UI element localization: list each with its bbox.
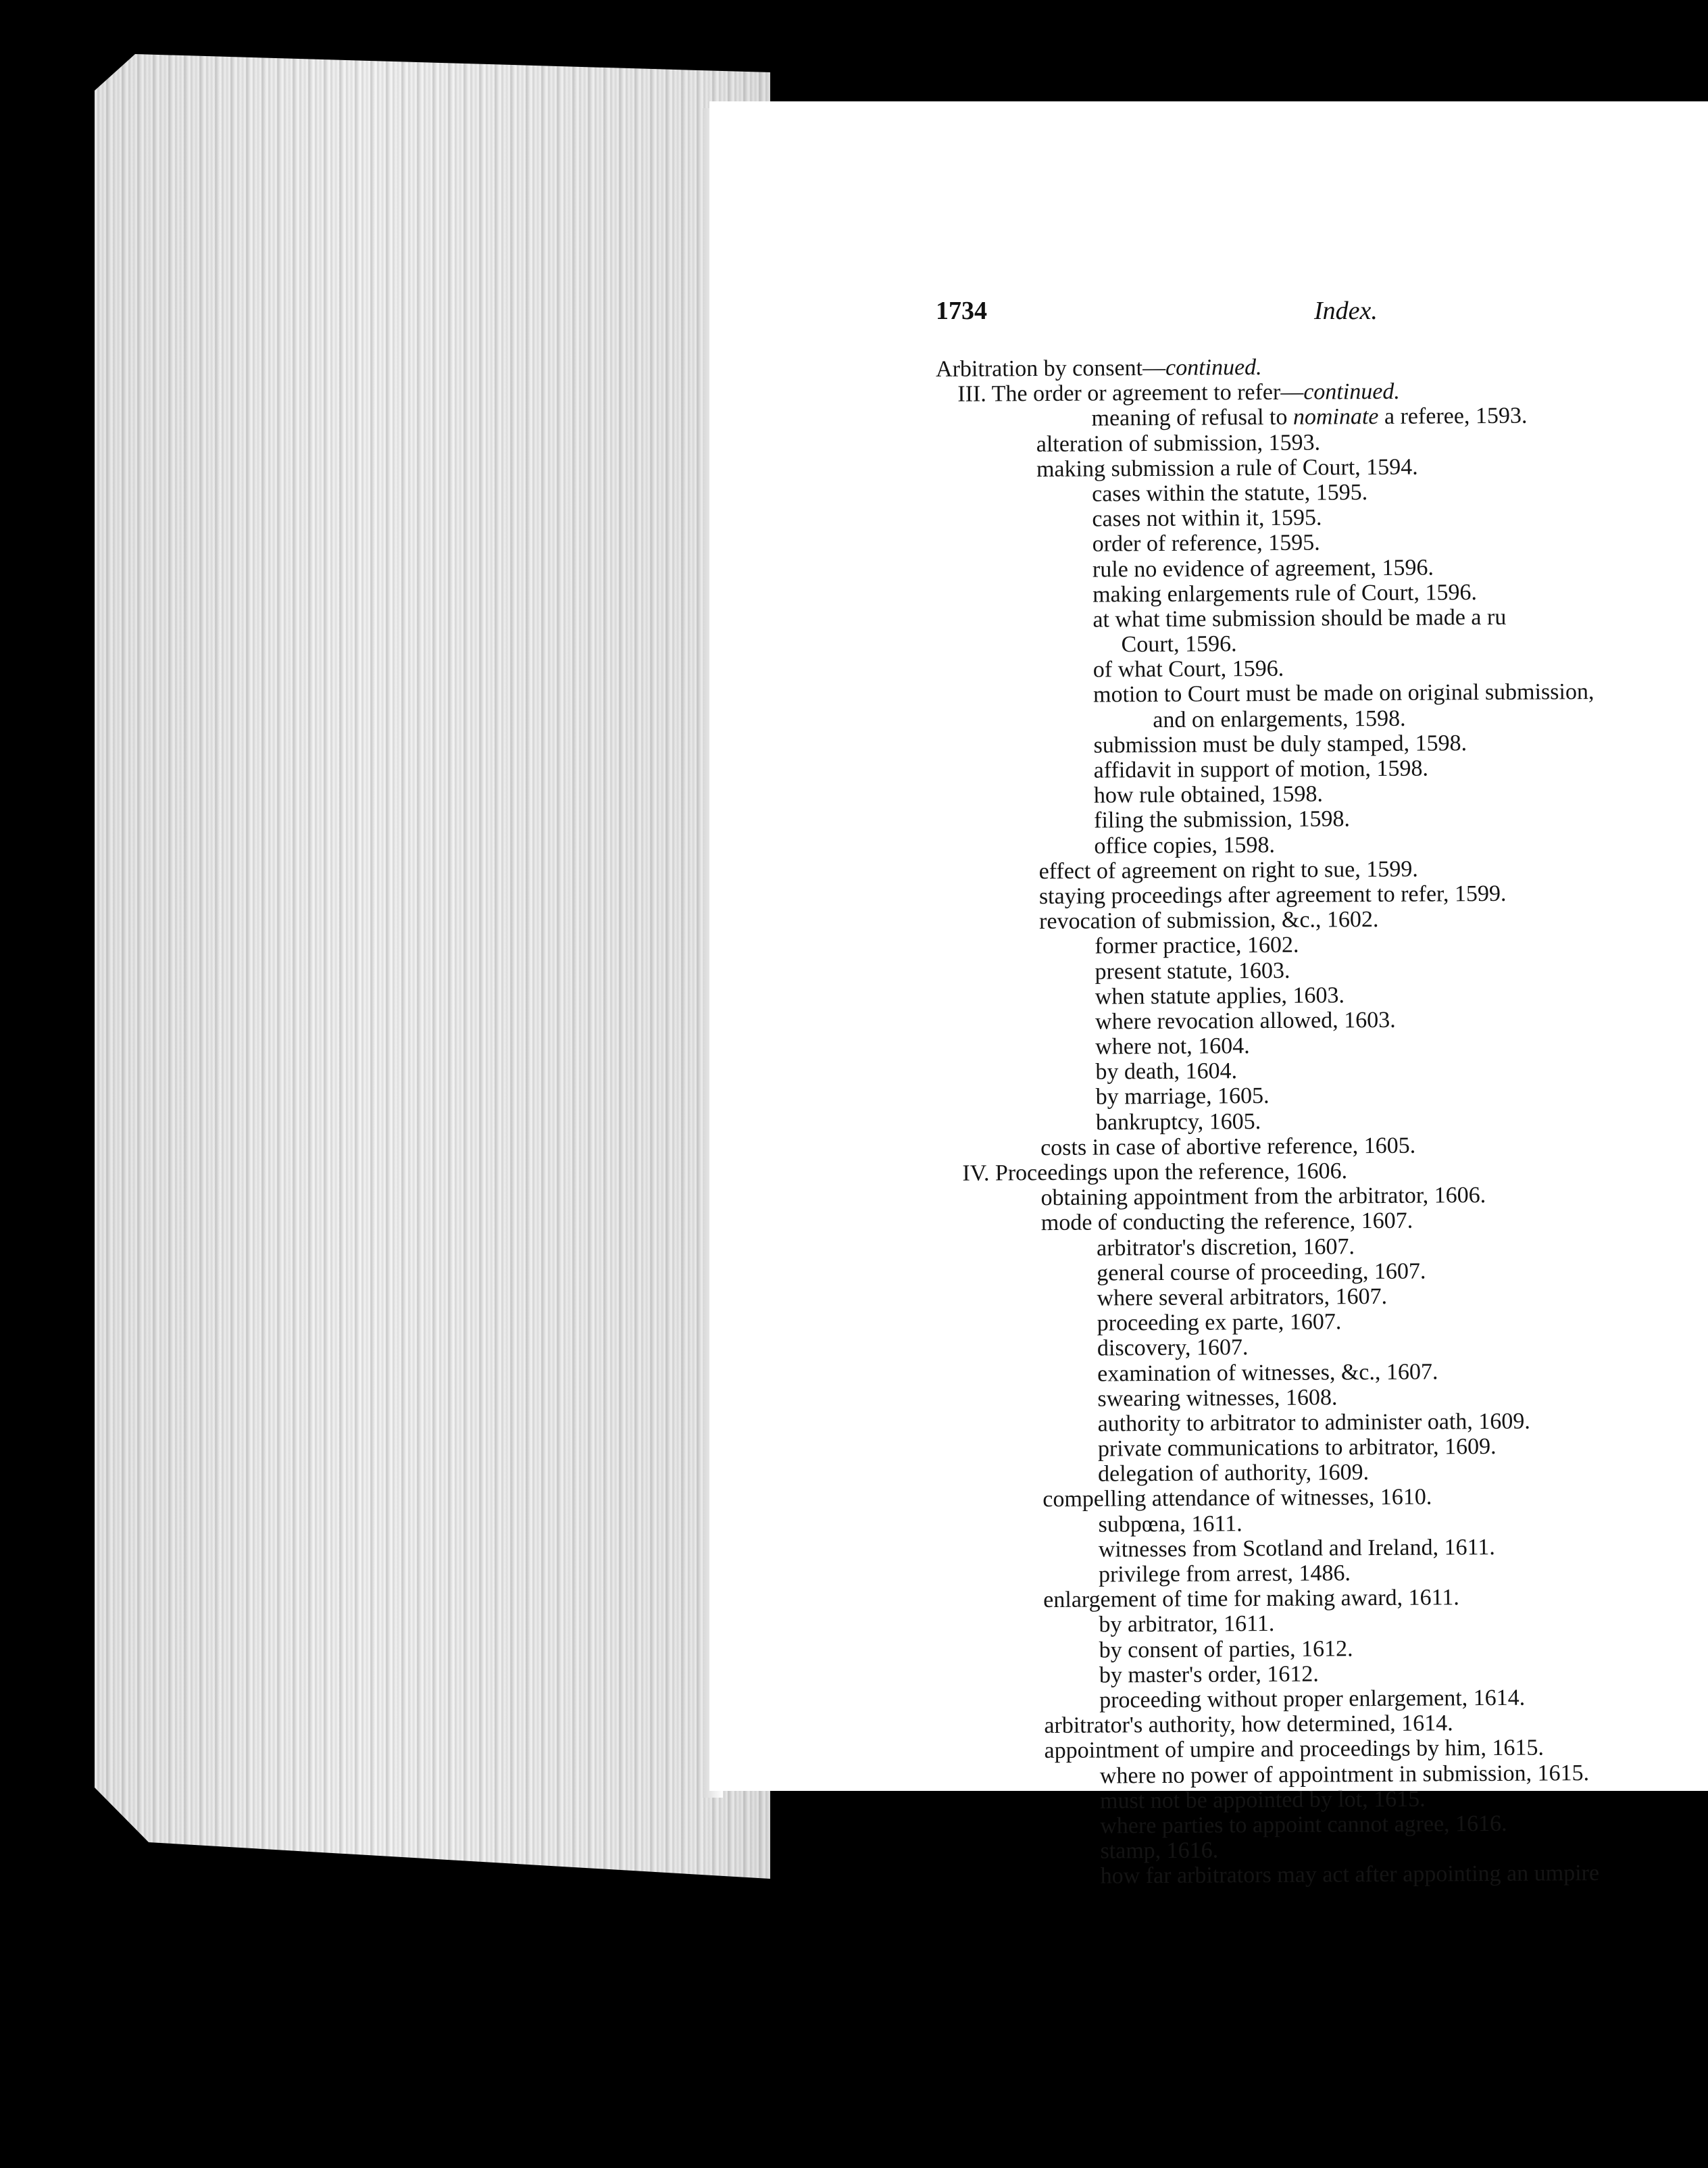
index-entry-text: costs in case of abortive reference, 1605. (1040, 1133, 1416, 1160)
index-entry-text: continued. (1303, 378, 1400, 405)
index-entry-text: where parties to appoint cannot agree, 1616. (1100, 1810, 1507, 1839)
index-entry-text: where not, 1604. (1095, 1033, 1250, 1060)
index-entry-text: revocation of submission, &c., 1602. (1038, 907, 1379, 935)
index-entry-text: obtaining appointment from the arbitrator, 1606. (1040, 1183, 1486, 1211)
running-head (936, 296, 1679, 337)
index-entry-text: a referee, 1593. (1378, 403, 1528, 430)
index-entry-text: general course of proceeding, 1607. (1097, 1258, 1426, 1286)
index-entry-text: arbitrator's discretion, 1607. (1096, 1233, 1355, 1261)
index-entry-text: affidavit in support of motion, 1598. (1093, 756, 1429, 783)
index-entry-text: Arbitration by consent— (936, 355, 1166, 382)
page-number: 1734 (936, 297, 987, 325)
index-entry-text: Proceedings upon the reference, 1606. (995, 1158, 1348, 1186)
index-entry-text: discovery, 1607. (1097, 1335, 1249, 1361)
index-entry-text: meaning of refusal to (1091, 405, 1294, 431)
index-entry-text: Court, 1596. (1121, 631, 1237, 658)
index-entry-text: motion to Court must be made on original submission, (1092, 679, 1594, 708)
index-entry-text: office copies, 1598. (1094, 832, 1276, 859)
index-entry-text: staying proceedings after agreement to refer, 1599. (1038, 881, 1507, 910)
index-entry (945, 1860, 1708, 1890)
index-entry-text: appointment of umpire and proceedings by him, 1615. (1044, 1735, 1544, 1764)
index-entry-text: nominate (1292, 404, 1379, 430)
index-entry-text: examination of witnesses, &c., 1607. (1097, 1358, 1438, 1387)
index-entry-text: authority to arbitrator to administer oath, 1609. (1097, 1408, 1530, 1437)
index-entry-text: delegation of authority, 1609. (1097, 1460, 1370, 1487)
index-entry-text: when statute applies, 1603. (1095, 983, 1345, 1010)
index-entry-text: proceeding ex parte, 1607. (1097, 1309, 1342, 1336)
index-entry-text: by marriage, 1605. (1095, 1083, 1270, 1110)
index-entry-text: of what Court, 1596. (1092, 656, 1284, 683)
index-entry-text: arbitrator's authority, how determined, 1614. (1044, 1710, 1453, 1739)
index-entry-text: filing the submission, 1598. (1094, 806, 1351, 833)
index-entry-text: how rule obtained, 1598. (1093, 781, 1324, 808)
index-entry-text: The order or agreement to refer— (991, 379, 1304, 407)
index-entry-text: mode of conducting the reference, 1607. (1040, 1208, 1413, 1236)
index-entry-text: bankruptcy, 1605. (1095, 1108, 1261, 1135)
index-entry-text: subpœna, 1611. (1098, 1510, 1242, 1537)
index-entry-text: compelling attendance of witnesses, 1610. (1043, 1484, 1432, 1512)
index-entry-text: cases within the statute, 1595. (1092, 480, 1368, 507)
index-entry-text: at what time submission should be made a ru (1092, 604, 1507, 633)
index-entry-text: where no power of appointment in submission, 1615. (1099, 1760, 1590, 1789)
index-entry-text: where several arbitrators, 1607. (1097, 1283, 1388, 1311)
index-entry-text: swearing witnesses, 1608. (1097, 1385, 1338, 1412)
page-edges-shading (95, 54, 770, 1879)
index-entry-text: IV. (962, 1160, 995, 1186)
index-entry-text: order of reference, 1595. (1092, 530, 1320, 557)
index-entry-text: private communications to arbitrator, 1609. (1097, 1434, 1497, 1462)
index-entry-text: where revocation allowed, 1603. (1095, 1007, 1396, 1035)
index-entry-text: privilege from arrest, 1486. (1098, 1560, 1351, 1587)
index-entry-text: making submission a rule of Court, 1594. (1036, 454, 1418, 482)
index-entry-text: by death, 1604. (1095, 1058, 1238, 1085)
index-entry-text: continued. (1165, 355, 1262, 380)
index-entry-text: rule no evidence of agreement, 1596. (1092, 555, 1434, 583)
index-entry-text: enlargement of time for making award, 1611. (1043, 1585, 1459, 1613)
index-entries (936, 352, 1708, 1911)
index-entry-text: effect of agreement on right to sue, 1599. (1038, 856, 1418, 884)
index-entry-text: present statute, 1603. (1095, 958, 1290, 985)
index-entry-text: by consent of parties, 1612. (1099, 1635, 1353, 1663)
index-entry-text: stamp, 1616. (1100, 1838, 1219, 1864)
index-entry-text: by arbitrator, 1611. (1099, 1611, 1275, 1637)
index-entry-text: must not be appointed by lot, 1615. (1099, 1786, 1426, 1814)
index-entry-text: submission must be duly stamped, 1598. (1093, 731, 1467, 758)
index-entry-text: making enlargements rule of Court, 1596. (1092, 579, 1478, 608)
index-entry-text: and on enlargements, 1598. (1153, 706, 1406, 733)
index-entry-text: how far arbitrators may act after appointing an umpire (1100, 1861, 1600, 1889)
index-entry-text: proceeding without proper enlargement, 1614. (1099, 1685, 1526, 1713)
index-entry-text: III. (957, 381, 992, 407)
index-entry (938, 679, 1708, 708)
index-entry-text: witnesses from Scotland and Ireland, 1611. (1098, 1534, 1495, 1562)
index-entry-text: former practice, 1602. (1095, 933, 1299, 959)
running-title: Index. (1314, 297, 1378, 325)
index-entry-text: cases not within it, 1595. (1092, 505, 1322, 532)
index-entry-text: alteration of submission, 1593. (1036, 430, 1321, 457)
index-entry-text: by master's order, 1612. (1099, 1661, 1319, 1688)
